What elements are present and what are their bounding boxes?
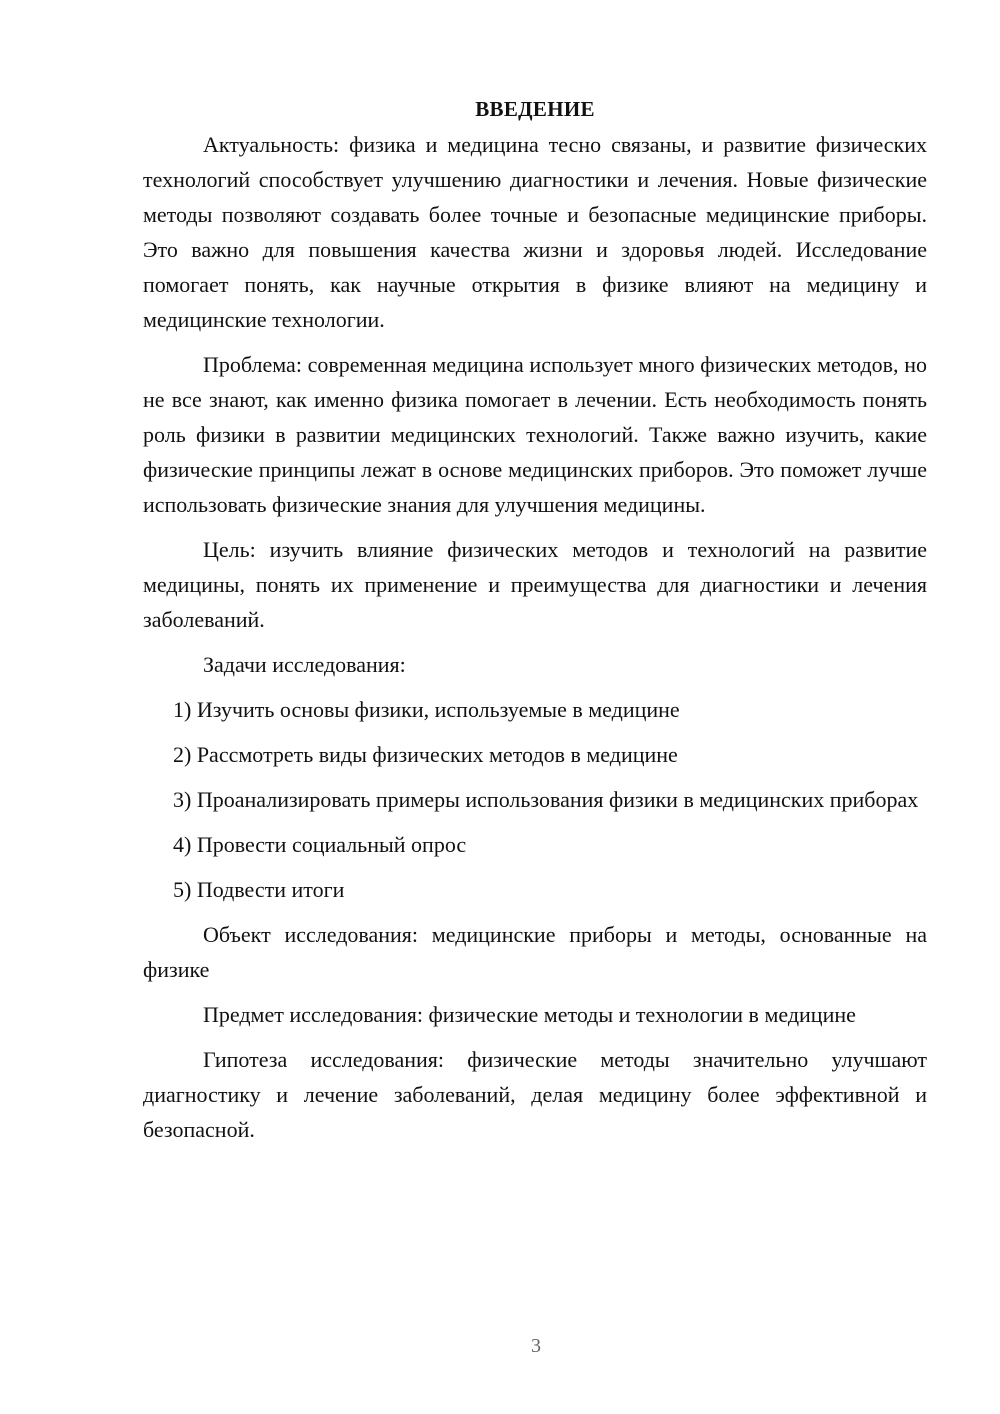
paragraph-object: Объект исследования: медицинские приборы и методы, основанные на физике [143,922,927,982]
page-number: 3 [531,1335,541,1357]
paragraph-goal: Цель: изучить влияние физических методов и технологий на развитие медицины, понять их применение и преимущества для диагностики и лечения заболеваний. [143,537,927,632]
paragraph-hypothesis: Гипотеза исследования: физические методы значительно улучшают диагностику и лечение заболеваний, делая медицину более эффективной и безопасной. [143,1047,927,1142]
tasks-heading: Задачи исследования: [203,652,406,677]
paragraph-subject: Предмет исследования: физические методы и технологии в медицине [203,1002,856,1027]
paragraph-relevance: Актуальность: физика и медицина тесно связаны, и развитие физических технологий способствует улучшению диагностики и лечения. Новые физические методы позволяют создавать более точные и безопасные медицинские приборы. Это важно для повышения качества жизни и здоровья людей. Исследование помогает понять, как научные открытия в физике влияют на медицину и медицинские технологии. [143,132,927,332]
task-item-2: 2) Рассмотреть виды физических методов в медицине [173,742,678,767]
task-item-1: 1) Изучить основы физики, используемые в медицине [173,697,680,722]
task-item-4: 4) Провести социальный опрос [173,832,467,857]
page-content [143,92,927,1147]
task-item-5: 5) Подвести итоги [173,877,345,902]
task-item-3: 3) Проанализировать примеры использования физики в медицинских приборах [173,787,919,812]
page-title: ВВЕДЕНИЕ [475,97,595,121]
paragraph-problem: Проблема: современная медицина использует много физических методов, но не все знают, как именно физика помогает в лечении. Есть необходимость понять роль физики в развитии медицинских технологий. Также важно изучить, какие физические принципы лежат в основе медицинских приборов. Это поможет лучше использовать физические знания для улучшения медицины. [143,352,927,517]
